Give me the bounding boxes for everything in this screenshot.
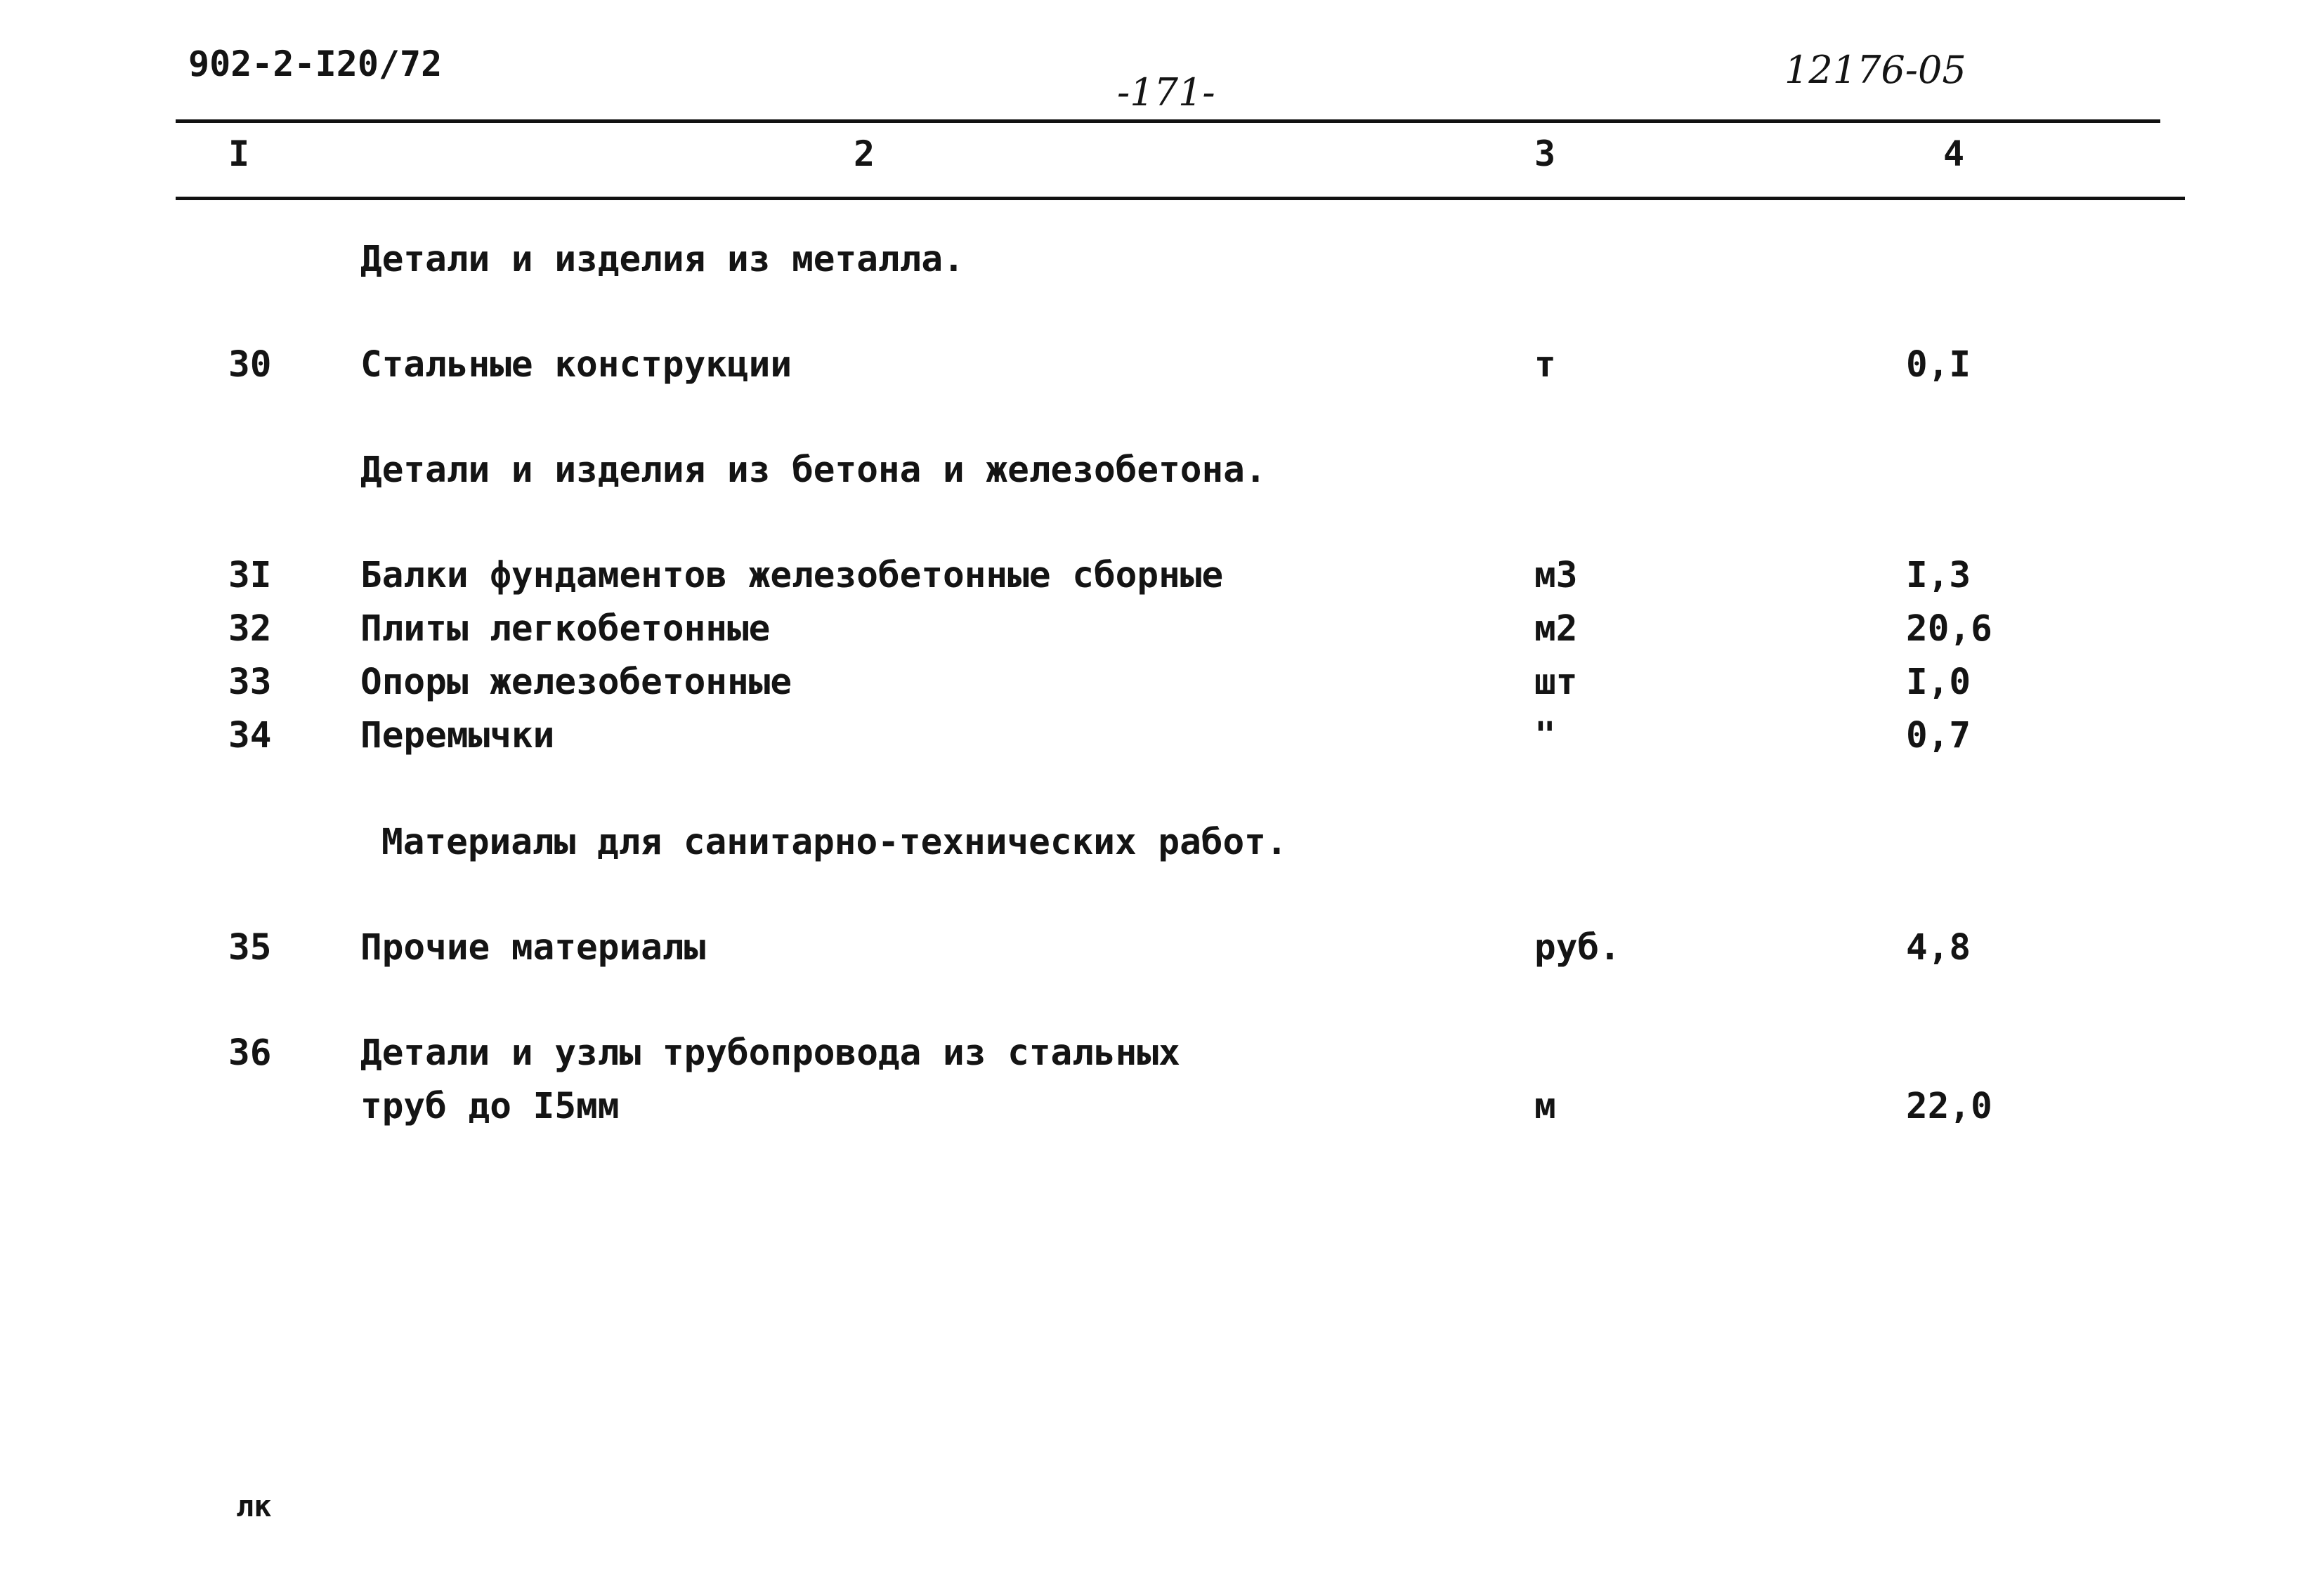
row-unit: руб. xyxy=(1534,927,1621,968)
header-top-rule xyxy=(176,119,2160,123)
row-name: Балки фундаментов железобетонные сборные xyxy=(360,555,1224,596)
row-unit: шт xyxy=(1534,662,1578,703)
row-number: 35 xyxy=(228,927,272,968)
row-quantity: I,3 xyxy=(1906,555,1971,596)
row-name: Перемычки xyxy=(360,715,555,756)
row-quantity: 20,6 xyxy=(1906,608,1992,650)
table-row xyxy=(0,1032,2324,1138)
row-number: 32 xyxy=(228,608,272,650)
row-quantity: 0,7 xyxy=(1906,715,1971,756)
document-code: 902-2-I20/72 xyxy=(188,44,443,84)
row-unit: т xyxy=(1534,344,1556,386)
page-number: -171- xyxy=(1117,70,1215,114)
table-row xyxy=(0,608,2324,657)
section-title-concrete: Детали и изделия из бетона и железобетона. xyxy=(360,449,1267,491)
row-unit: " xyxy=(1534,715,1556,756)
table-row xyxy=(0,662,2324,711)
row-quantity: 22,0 xyxy=(1906,1086,1992,1127)
row-quantity: 4,8 xyxy=(1906,927,1971,968)
row-unit: м3 xyxy=(1534,555,1578,596)
table-row xyxy=(0,715,2324,764)
row-name-continued: труб до I5мм xyxy=(360,1086,620,1127)
row-quantity: I,0 xyxy=(1906,662,1971,703)
row-number: 34 xyxy=(228,715,272,756)
row-unit: м2 xyxy=(1534,608,1578,650)
row-name: Детали и узлы трубопровода из стальных xyxy=(360,1032,1180,1074)
section-title-metal: Детали и изделия из металла. xyxy=(360,239,965,280)
row-name: Прочие материалы xyxy=(360,927,706,968)
table-row xyxy=(0,927,2324,976)
header-bottom-rule xyxy=(176,197,2185,200)
row-unit: м xyxy=(1534,1086,1556,1127)
row-number: 33 xyxy=(228,662,272,703)
column-header-1: I xyxy=(228,133,250,174)
row-number: 3I xyxy=(228,555,272,596)
row-number: 30 xyxy=(228,344,272,386)
row-name: Стальные конструкции xyxy=(360,344,792,386)
table-row xyxy=(0,555,2324,604)
reference-number: 12176-05 xyxy=(1784,48,1966,92)
operator-mark: лк xyxy=(236,1489,272,1523)
row-name: Опоры железобетонные xyxy=(360,662,792,703)
section-title-sanitary: Материалы для санитарно-технических работ. xyxy=(381,822,1288,863)
row-name: Плиты легкобетонные xyxy=(360,608,771,650)
column-header-4: 4 xyxy=(1943,133,1965,174)
table-row xyxy=(0,344,2324,393)
row-quantity: 0,I xyxy=(1906,344,1971,386)
column-header-3: 3 xyxy=(1534,133,1556,174)
column-header-2: 2 xyxy=(854,133,875,174)
row-number: 36 xyxy=(228,1032,272,1074)
